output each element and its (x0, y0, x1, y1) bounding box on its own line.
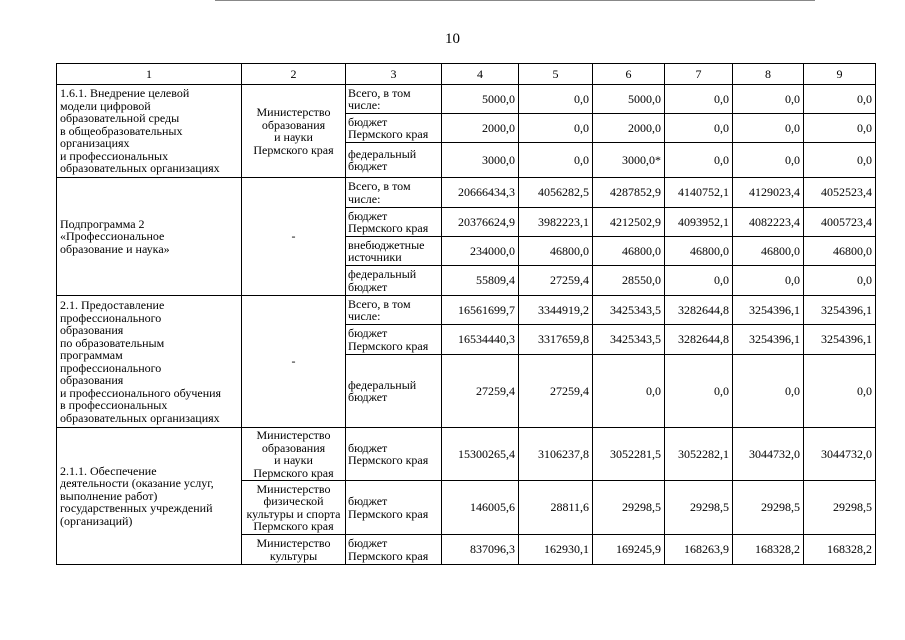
value-cell: 15300265,4 (442, 428, 519, 481)
column-header: 4 (442, 64, 519, 85)
funding-source-cell: бюджет Пермского края (346, 208, 442, 237)
table-row (57, 428, 876, 481)
executor-cell: Министерство образования и науки Пермского края (242, 85, 346, 178)
value-cell: 4212502,9 (593, 208, 665, 237)
value-cell: 0,0 (665, 355, 733, 428)
value-cell: 46800,0 (665, 237, 733, 266)
value-cell: 3044732,0 (733, 428, 804, 481)
value-cell: 0,0 (733, 85, 804, 114)
value-cell: 55809,4 (442, 266, 519, 296)
column-header: 3 (346, 64, 442, 85)
funding-source-cell: Всего, в том числе: (346, 178, 442, 208)
table-row (57, 178, 876, 208)
value-cell: 46800,0 (593, 237, 665, 266)
value-cell: 3282644,8 (665, 325, 733, 355)
value-cell: 0,0 (665, 266, 733, 296)
executor-cell: - (242, 178, 346, 296)
value-cell: 168328,2 (804, 535, 876, 565)
value-cell: 46800,0 (804, 237, 876, 266)
column-header: 1 (57, 64, 242, 85)
value-cell: 4005723,4 (804, 208, 876, 237)
value-cell: 0,0 (804, 114, 876, 143)
value-cell: 20666434,3 (442, 178, 519, 208)
value-cell: 46800,0 (733, 237, 804, 266)
value-cell: 27259,4 (519, 355, 593, 428)
value-cell: 3282644,8 (665, 296, 733, 325)
value-cell: 0,0 (733, 266, 804, 296)
program-name-cell: 2.1.1. Обеспечение деятельности (оказание услуг, выполнение работ) государственных учреждений (организаций) (57, 428, 242, 565)
funding-source-cell: Всего, в том числе: (346, 296, 442, 325)
value-cell: 29298,5 (804, 481, 876, 535)
value-cell: 5000,0 (593, 85, 665, 114)
value-cell: 27259,4 (519, 266, 593, 296)
column-header: 6 (593, 64, 665, 85)
value-cell: 5000,0 (442, 85, 519, 114)
value-cell: 3106237,8 (519, 428, 593, 481)
value-cell: 162930,1 (519, 535, 593, 565)
value-cell: 3254396,1 (804, 325, 876, 355)
value-cell: 4140752,1 (665, 178, 733, 208)
funding-source-cell: внебюджетные источники (346, 237, 442, 266)
value-cell: 0,0 (519, 143, 593, 178)
value-cell: 168263,9 (665, 535, 733, 565)
value-cell: 16534440,3 (442, 325, 519, 355)
value-cell: 0,0 (665, 114, 733, 143)
value-cell: 3254396,1 (733, 296, 804, 325)
table-header-row (57, 64, 876, 85)
value-cell: 3317659,8 (519, 325, 593, 355)
funding-source-cell: Всего, в том числе: (346, 85, 442, 114)
value-cell: 4082223,4 (733, 208, 804, 237)
page-number: 10 (445, 31, 460, 47)
value-cell: 0,0 (804, 85, 876, 114)
value-cell: 28811,6 (519, 481, 593, 535)
value-cell: 20376624,9 (442, 208, 519, 237)
value-cell: 4052523,4 (804, 178, 876, 208)
column-header: 2 (242, 64, 346, 85)
funding-source-cell: бюджет Пермского края (346, 535, 442, 565)
value-cell: 29298,5 (733, 481, 804, 535)
value-cell: 3052281,5 (593, 428, 665, 481)
value-cell: 0,0 (665, 85, 733, 114)
value-cell: 0,0 (804, 143, 876, 178)
value-cell: 3982223,1 (519, 208, 593, 237)
value-cell: 0,0 (804, 266, 876, 296)
executor-cell: - (242, 296, 346, 428)
value-cell: 0,0 (804, 355, 876, 428)
value-cell: 0,0 (665, 143, 733, 178)
value-cell: 28550,0 (593, 266, 665, 296)
value-cell: 0,0 (519, 114, 593, 143)
value-cell: 27259,4 (442, 355, 519, 428)
program-name-cell: 2.1. Предоставление профессионального образования по образовательным программам профессионального образования и профессионального обучения в профессиональных образовательных организациях (57, 296, 242, 428)
value-cell: 3254396,1 (733, 325, 804, 355)
value-cell: 3000,0* (593, 143, 665, 178)
value-cell: 146005,6 (442, 481, 519, 535)
value-cell: 46800,0 (519, 237, 593, 266)
funding-source-cell: федеральный бюджет (346, 355, 442, 428)
value-cell: 4056282,5 (519, 178, 593, 208)
table-row (57, 85, 876, 114)
value-cell: 4093952,1 (665, 208, 733, 237)
funding-source-cell: бюджет Пермского края (346, 481, 442, 535)
funding-source-cell: бюджет Пермского края (346, 325, 442, 355)
funding-source-cell: федеральный бюджет (346, 143, 442, 178)
value-cell: 4129023,4 (733, 178, 804, 208)
executor-cell: Министерство образования и науки Пермского края (242, 428, 346, 481)
value-cell: 2000,0 (593, 114, 665, 143)
value-cell: 0,0 (519, 85, 593, 114)
value-cell: 3044732,0 (804, 428, 876, 481)
value-cell: 837096,3 (442, 535, 519, 565)
value-cell: 3425343,5 (593, 325, 665, 355)
value-cell: 3254396,1 (804, 296, 876, 325)
value-cell: 29298,5 (665, 481, 733, 535)
funding-source-cell: бюджет Пермского края (346, 428, 442, 481)
value-cell: 234000,0 (442, 237, 519, 266)
value-cell: 0,0 (733, 143, 804, 178)
column-header: 9 (804, 64, 876, 85)
value-cell: 3052282,1 (665, 428, 733, 481)
value-cell: 2000,0 (442, 114, 519, 143)
budget-table (56, 63, 876, 565)
value-cell: 168328,2 (733, 535, 804, 565)
table-row (57, 296, 876, 325)
column-header: 5 (519, 64, 593, 85)
value-cell: 16561699,7 (442, 296, 519, 325)
executor-cell: Министерство физической культуры и спорта Пермского края (242, 481, 346, 535)
funding-source-cell: федеральный бюджет (346, 266, 442, 296)
value-cell: 0,0 (733, 114, 804, 143)
funding-source-cell: бюджет Пермского края (346, 114, 442, 143)
value-cell: 3000,0 (442, 143, 519, 178)
value-cell: 0,0 (593, 355, 665, 428)
column-header: 7 (665, 64, 733, 85)
value-cell: 0,0 (733, 355, 804, 428)
value-cell: 3344919,2 (519, 296, 593, 325)
program-name-cell: 1.6.1. Внедрение целевой модели цифровой образовательной среды в общеобразовательных организациях и профессиональных образовательных организациях (57, 85, 242, 178)
value-cell: 4287852,9 (593, 178, 665, 208)
value-cell: 3425343,5 (593, 296, 665, 325)
program-name-cell: Подпрограмма 2 «Профессиональное образование и наука» (57, 178, 242, 296)
executor-cell: Министерство культуры (242, 535, 346, 565)
top-border-line (215, 0, 815, 1)
column-header: 8 (733, 64, 804, 85)
value-cell: 29298,5 (593, 481, 665, 535)
value-cell: 169245,9 (593, 535, 665, 565)
